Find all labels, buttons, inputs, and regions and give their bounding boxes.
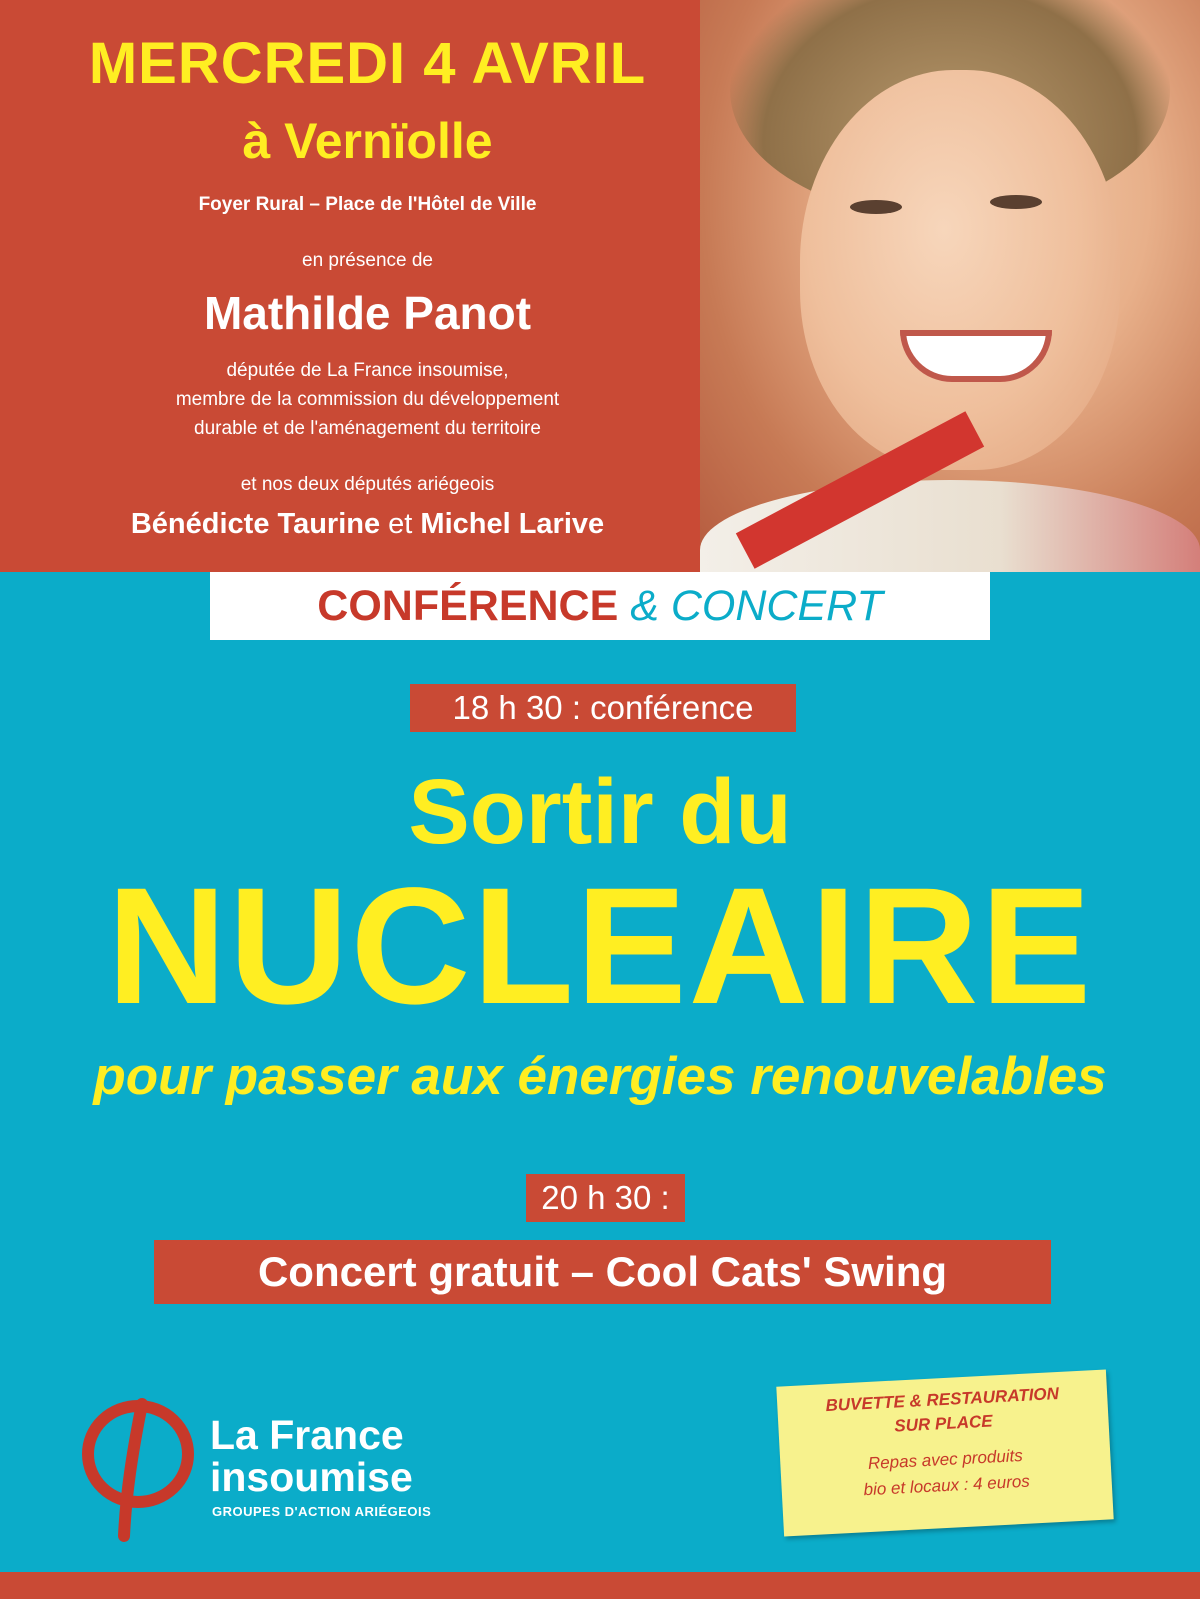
note-line3: Repas avec produits (867, 1445, 1024, 1474)
guest-name: Mathilde Panot (203, 287, 532, 339)
conference-time-tag: 18 h 30 : conférence (410, 684, 796, 732)
presence-intro: en présence de (302, 250, 433, 271)
event-town: à Vernïolle (242, 113, 493, 169)
photo-face (800, 70, 1120, 470)
note-line1: BUVETTE & RESTAURATION (825, 1383, 1060, 1416)
deputy-1: Bénédicte Taurine (130, 508, 381, 540)
concert-title-tag: Concert gratuit – Cool Cats' Swing (154, 1240, 1051, 1304)
event-venue: Foyer Rural – Place de l'Hôtel de Ville (198, 194, 537, 215)
guest-role (0, 356, 735, 443)
logo-line2: insoumise (210, 1454, 413, 1500)
logo-line3: GROUPES D'ACTION ARIÉGEOIS (212, 1504, 432, 1519)
concert-time-tag: 20 h 30 : (526, 1174, 685, 1222)
photo-left-eye (850, 200, 902, 214)
phi-icon (80, 1394, 205, 1544)
photo-right-eye (990, 195, 1042, 209)
deputies-names (0, 508, 735, 541)
headline-line1: Sortir du (408, 761, 792, 863)
note-line4: bio et locaux : 4 euros (863, 1471, 1031, 1500)
guest-role-line: membre de la commission du développement (175, 389, 560, 410)
note-line2: SUR PLACE (893, 1411, 993, 1436)
headline-line3: pour passer aux énergies renouvelables (93, 1047, 1107, 1106)
guest-role-line: durable et de l'aménagement du territoire (194, 418, 541, 439)
bottom-strip (0, 1572, 1200, 1599)
lfi-logo (80, 1394, 500, 1544)
deputy-2: Michel Larive (420, 508, 605, 540)
banner-concert: & CONCERT (630, 582, 883, 630)
event-date: MERCREDI 4 AVRIL (88, 31, 647, 96)
headline-line2: NUCLEAIRE (106, 854, 1094, 1039)
deputies-intro: et nos deux députés ariégeois (240, 474, 495, 495)
buvette-sticky-note (776, 1369, 1113, 1536)
speaker-photo (700, 0, 1200, 572)
guest-role-line: députée de La France insoumise, (226, 360, 509, 381)
logo-line1: La France (210, 1412, 404, 1458)
deputies-and: et (388, 508, 413, 540)
conference-concert-banner (210, 572, 990, 640)
banner-conference: CONFÉRENCE (317, 582, 619, 630)
